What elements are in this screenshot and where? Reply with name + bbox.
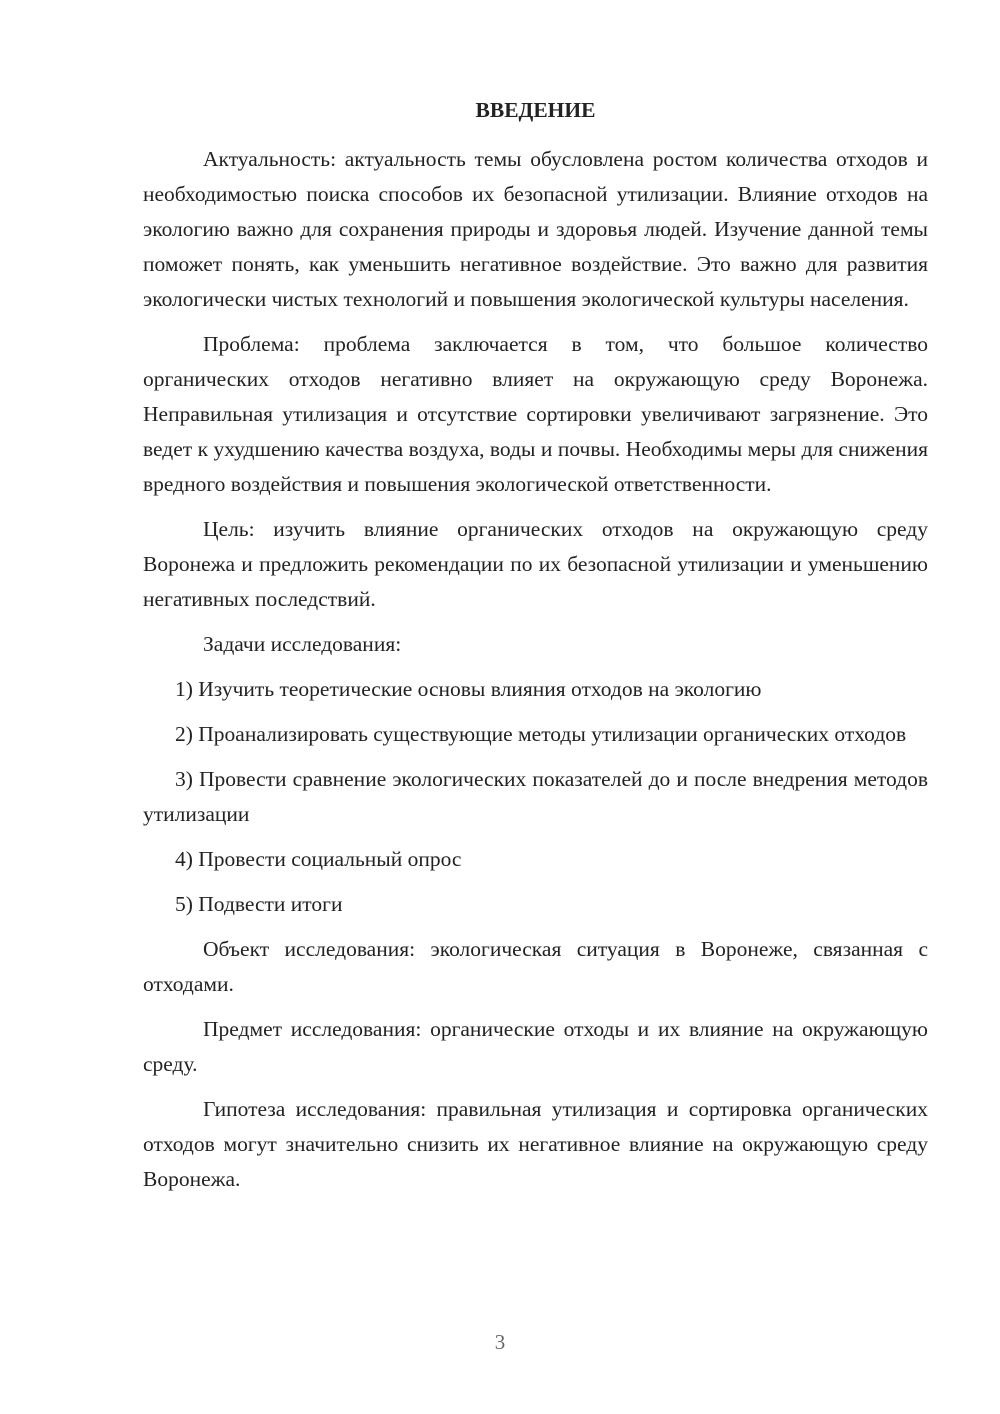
task-item-2: 2) Проанализировать существующие методы утилизации органических отходов — [175, 722, 907, 746]
task-item-1: 1) Изучить теоретические основы влияния отходов на экологию — [175, 677, 762, 701]
goal-paragraph: Цель: изучить влияние органических отходов на окружающую среду Воронежа и предложить рекомендации по их безопасной утилизации и уменьшению негативных последствий. — [143, 517, 928, 611]
task-item-4: 4) Провести социальный опрос — [175, 847, 462, 871]
relevance-paragraph: Актуальность: актуальность темы обусловлена ростом количества отходов и необходимостью поиска способов их безопасной утилизации. Влияние отходов на экологию важно для сохранения природы и здоровья людей. Изучение данной темы поможет понять, как уменьшить негативное воздействие. Это важно для развития экологически чистых технологий и повышения экологической культуры населения. — [143, 147, 928, 311]
problem-paragraph: Проблема: проблема заключается в том, что большое количество органических отходов негативно влияет на окружающую среду Воронежа. Неправильная утилизация и отсутствие сортировки увеличивают загрязнение. Это ведет к ухудшению качества воздуха, воды и почвы. Необходимы меры для снижения вредного воздействия и повышения экологической ответственности. — [143, 332, 928, 496]
task-item-3: 3) Провести сравнение экологических показателей до и после внедрения методов утилизации — [143, 767, 928, 826]
hypothesis-paragraph: Гипотеза исследования: правильная утилизация и сортировка органических отходов могут значительно снизить их негативное влияние на окружающую среду Воронежа. — [143, 1097, 928, 1191]
task-item-5: 5) Подвести итоги — [175, 892, 343, 916]
document-title: ВВЕДЕНИЕ — [475, 98, 596, 122]
document-page — [143, 92, 928, 1207]
page-number: 3 — [494, 1330, 506, 1354]
object-paragraph: Объект исследования: экологическая ситуация в Воронеже, связанная с отходами. — [143, 937, 928, 996]
tasks-heading: Задачи исследования: — [203, 632, 402, 656]
subject-paragraph: Предмет исследования: органические отходы и их влияние на окружающую среду. — [143, 1017, 928, 1076]
